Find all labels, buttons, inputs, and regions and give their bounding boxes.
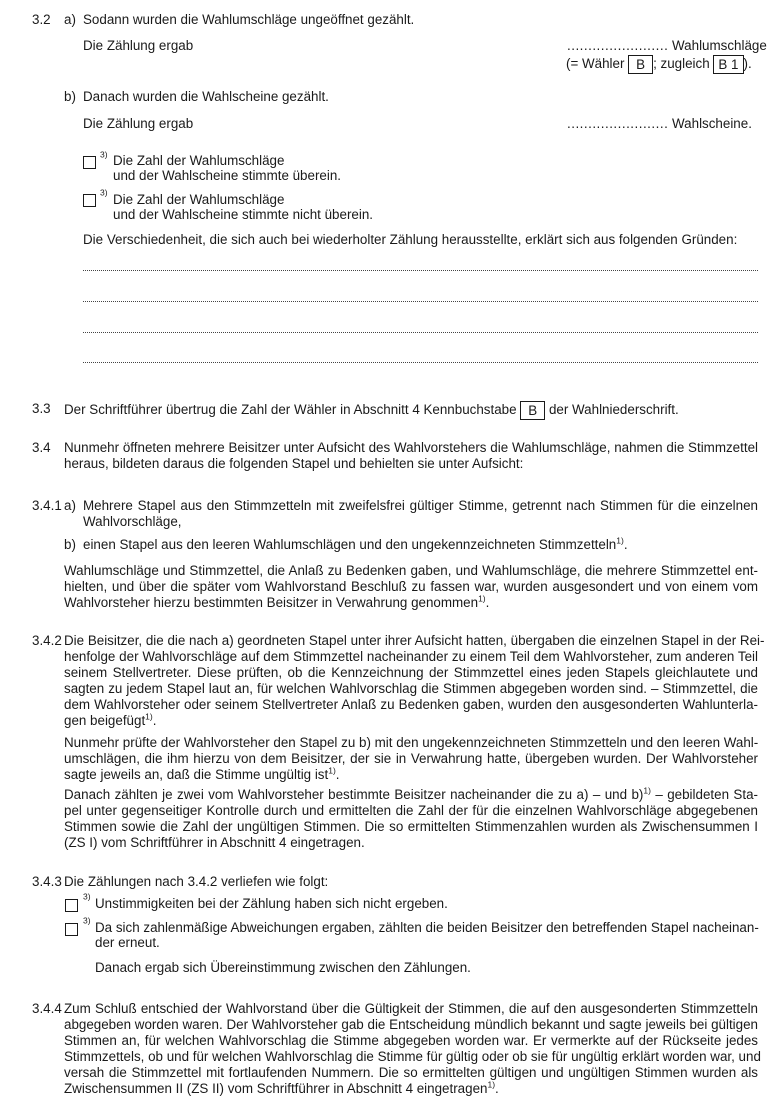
paragraph-line: Wahlumschläge und Stimmzettel, die Anlaß zu Bedenken gaben, und Wahlumschläge, die mehrere Stimmzettel ent- xyxy=(64,563,758,578)
checkbox-counts-match[interactable] xyxy=(83,156,96,169)
ballot-certificate-count-dots: ........................ xyxy=(567,116,669,131)
section-3-4-paragraph xyxy=(64,440,758,472)
section-3-4-2-paragraph-1 xyxy=(64,633,765,729)
envelope-count-unit: Wahlumschläge xyxy=(672,38,767,53)
section-3-4-1-a-text xyxy=(83,498,758,530)
section-3-4-3-text: Die Zählungen nach 3.4.2 verliefen wie folgt: xyxy=(64,874,329,889)
checkbox-no-discrepancy[interactable] xyxy=(65,899,78,912)
footnote-ref: 1) xyxy=(616,535,624,546)
footnote-ref: 3) xyxy=(100,149,108,160)
section-3-3-before: Der Schriftführer übertrug die Zahl der Wähler in Abschnitt 4 Kennbuchstabe xyxy=(64,402,517,418)
paragraph-line: Zum Schluß entschied der Wahlvorstand über die Gültigkeit der Stimmen, die auf den ausgesonderten Stimmzetteln xyxy=(64,1001,758,1016)
section-number-3-4-3: 3.4.3 xyxy=(32,874,62,889)
paragraph-line: Wahlvorsteher hierzu bestimmten Beisitzer in Verwahrung genommen$^{1)}$. xyxy=(64,593,490,610)
option-recount xyxy=(95,920,758,936)
option-recount-line2: der erneut. xyxy=(95,935,160,950)
section-3-4-4-paragraph xyxy=(64,1001,761,1097)
discrepancy-reason-label: Die Verschiedenheit, die sich auch bei wiederholter Zählung herausstellte, erklärt sich aus folgenden Gründen: xyxy=(83,232,738,247)
footnote-ref: 3) xyxy=(83,891,91,902)
checkbox-recount[interactable] xyxy=(65,923,78,936)
section-3-4-2-paragraph-3 xyxy=(64,787,758,851)
section-3-4-2-paragraph-2 xyxy=(64,735,758,783)
voter-reference-close: ). xyxy=(743,56,752,72)
section-number-3-4-2: 3.4.2 xyxy=(32,633,62,648)
paragraph-line: (ZS I) vom Schriftführer in Abschnitt 4 eingetragen. xyxy=(64,835,365,850)
section-number-3-4: 3.4 xyxy=(32,440,51,455)
item-label-a: a) xyxy=(64,12,76,27)
paragraph-line: Danach zählten je zwei vom Wahlvorsteher bestimmte Beisitzer nacheinander die zu a) – und b)$^{1)}$ – gebildeten Sta- xyxy=(64,785,758,802)
footnote-ref: 1) xyxy=(145,711,153,722)
reason-line-3[interactable] xyxy=(83,332,758,333)
paragraph-line: Stimmen an, für welchen Wahlvorschlag die Stimme abgegeben worden war. Er vermerkte auf der Rückseite jedes xyxy=(64,1033,758,1048)
count-result-label-b: Die Zählung ergab xyxy=(83,116,194,131)
footnote-ref: 1) xyxy=(643,785,651,796)
option-counts-mismatch-line1: Die Zahl der Wahlumschläge xyxy=(113,192,285,207)
paragraph-line: hielten, und über die später vom Wahlvorstand Beschluß zu fassen war, wurden ausgesondert und von einem vom xyxy=(64,579,758,594)
paragraph-line: dem Wahlvorsteher oder seinem Stellvertreter Anlaß zu Bedenken gaben, wurden den ausgesonderten Wahlunterla- xyxy=(64,697,758,712)
option-counts-match-line1: Die Zahl der Wahlumschläge xyxy=(113,153,285,168)
code-box-b1: B 1 xyxy=(713,55,743,74)
ballot-certificate-count-unit: Wahlscheine. xyxy=(672,116,752,131)
section-number-3-4-1: 3.4.1 xyxy=(32,498,62,513)
voter-reference-mid: ; zugleich xyxy=(653,56,710,72)
section-3-4-1-paragraph xyxy=(64,563,758,611)
paragraph-line: Stimmzettels, ob und für welchen Wahlvorschlag die Stimme für gültig oder ob sie für ungültig erklärt worden war, und xyxy=(64,1049,761,1064)
paragraph-line: gen beigefügt$^{1)}$. xyxy=(64,711,157,728)
envelope-count-field[interactable] xyxy=(567,38,767,54)
paragraph-line: pel unter gegenseitiger Kontrolle durch und ermittelten die Zahl der für die einzelnen Wahlvorschläge abgegebenen xyxy=(64,803,758,818)
code-box-b: B xyxy=(520,401,545,420)
checkbox-counts-mismatch[interactable] xyxy=(83,194,96,207)
ballot-certificate-count-field[interactable] xyxy=(567,116,752,132)
paragraph-line: sagte jeweils an, daß die Stimme ungültig ist$^{1)}$. xyxy=(64,765,340,782)
paragraph-line: Die Beisitzer, die die nach a) geordneten Stapel unter ihrer Aufsicht hatten, übergaben die einzelnen Stapel in der Rei- xyxy=(64,633,765,648)
sentence-end: . xyxy=(623,537,628,552)
section-number-3-2: 3.2 xyxy=(32,12,51,27)
section-3-2-a-text: Sodann wurden die Wahlumschläge ungeöffnet gezählt. xyxy=(83,12,415,27)
paragraph-line: seinem Stellvertreter. Diese prüften, ob die Kennzeichnung der Stimmzettel eines jeden Stapels gleichlautete und xyxy=(64,665,758,680)
paragraph-line: Zwischensummen II (ZS II) vom Schriftführer in Abschnitt 4 eingetragen$^{1)}$. xyxy=(64,1079,499,1096)
paragraph-line: Nunmehr öffneten mehrere Beisitzer unter Aufsicht des Wahlvorstehers die Wahlumschläge, nahmen die Stimmzettel xyxy=(64,440,758,455)
option-no-discrepancy: Unstimmigkeiten bei der Zählung haben sich nicht ergeben. xyxy=(95,896,448,911)
footnote-ref: 1) xyxy=(487,1079,496,1090)
paragraph-line: umschlägen, die ihm hierzu von dem Beisitzer, der sie in Verwahrung hatte, übergeben wurden. Der Wahlvorsteher xyxy=(64,751,758,766)
reason-line-1[interactable] xyxy=(83,270,758,271)
count-result-label-a: Die Zählung ergab xyxy=(83,38,194,53)
item-label-a: a) xyxy=(64,498,76,513)
voter-reference xyxy=(566,55,752,74)
paragraph-line: versah die Stimmzettel mit fortlaufenden Nummern. Die so ermittelten gültigen und ungültigen Stimmen wurden als xyxy=(64,1065,758,1080)
section-3-3-after: der Wahlniederschrift. xyxy=(548,402,679,418)
footnote-ref: 3) xyxy=(100,187,108,198)
paragraph-line: Stimmen sowie die Zahl der ungültigen Stimmen. Die so ermittelten Stimmenzahlen wurden als Zwischensummen I xyxy=(64,819,758,834)
code-box-b: B xyxy=(628,55,653,74)
section-number-3-3: 3.3 xyxy=(32,401,51,416)
paragraph-line: sagten zu jedem Stapel laut an, für welchen Wahlvorschlag die Stimmen abgegeben worden sind. – Stimmzettel, die xyxy=(64,681,758,696)
paragraph-line: Nunmehr prüfte der Wahlvorsteher den Stapel zu b) mit den ungekennzeichneten Stimmzetteln und den leeren Wahl- xyxy=(64,735,759,750)
section-3-3-text xyxy=(64,401,679,420)
section-3-4-1-b-body: einen Stapel aus den leeren Wahlumschlägen und den ungekennzeichneten Stimmzetteln xyxy=(83,537,617,552)
paragraph-line: abgegeben worden waren. Der Wahlvorsteher gab die Entscheidung mündlich bekannt und sagte jeweils bei gültigen xyxy=(64,1017,758,1032)
section-3-4-1-b-text xyxy=(83,537,628,553)
section-3-2-b-text: Danach wurden die Wahlscheine gezählt. xyxy=(83,89,329,104)
paragraph-line: heraus, bildeten daraus die folgenden Stapel und behielten sie unter Aufsicht: xyxy=(64,456,524,471)
paragraph-line: Wahlvorschläge, xyxy=(83,514,182,529)
paragraph-line: Da sich zahlenmäßige Abweichungen ergaben, zählten die beiden Beisitzer den betreffenden Stapel nacheinan- xyxy=(95,920,759,935)
footnote-ref: 1) xyxy=(328,765,336,776)
section-number-3-4-4: 3.4.4 xyxy=(32,1001,62,1016)
voter-reference-open: (= Wähler xyxy=(566,56,625,72)
paragraph-line: Mehrere Stapel aus den Stimmzetteln mit zweifelsfrei gültiger Stimme, getrennt nach Stimmen für die einzelnen xyxy=(83,498,758,513)
paragraph-line: henfolge der Wahlvorschläge auf dem Stimmzettel nacheinander zu einem Teil dem Wahlvorsteher, zum anderen Teil xyxy=(64,649,758,664)
item-label-b: b) xyxy=(64,537,76,552)
reason-line-4[interactable] xyxy=(83,362,758,363)
footnote-ref: 1) xyxy=(478,593,486,604)
envelope-count-dots: ........................ xyxy=(567,38,669,53)
reason-line-2[interactable] xyxy=(83,301,758,302)
option-counts-mismatch-line2: und der Wahlscheine stimmte nicht überein. xyxy=(113,207,374,222)
item-label-b: b) xyxy=(64,89,76,104)
recount-result-text: Danach ergab sich Übereinstimmung zwischen den Zählungen. xyxy=(95,960,471,975)
option-counts-match-line2: und der Wahlscheine stimmte überein. xyxy=(113,168,342,183)
footnote-ref: 3) xyxy=(83,915,91,926)
